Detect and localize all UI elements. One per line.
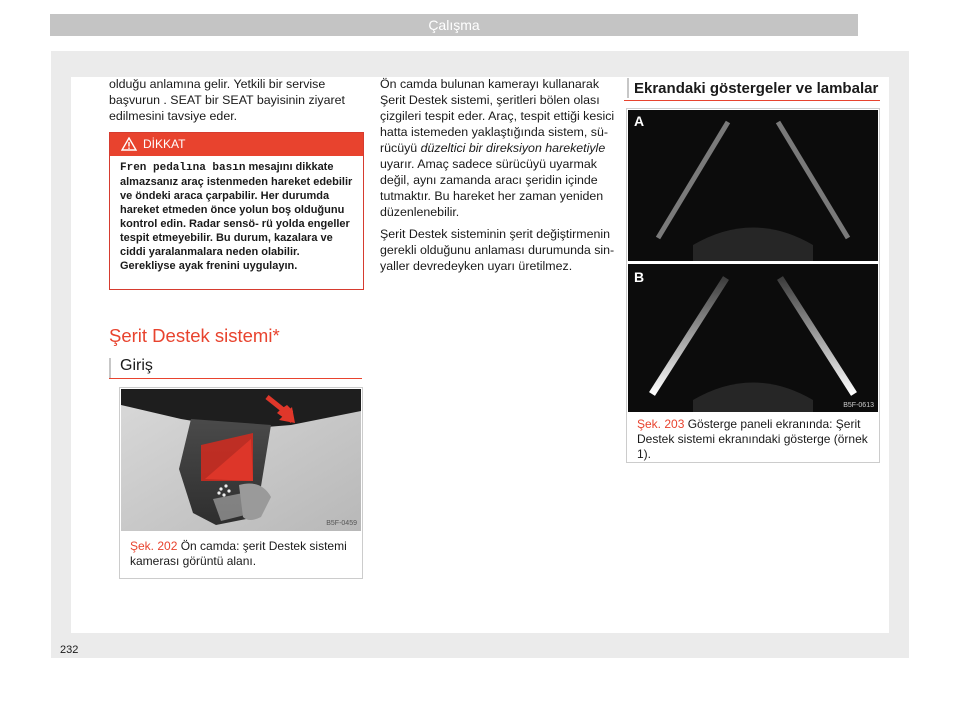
warning-triangle-icon: [121, 137, 137, 151]
figure-202-ref: Şek. 202: [130, 539, 178, 553]
section-title: Şerit Destek sistemi*: [109, 325, 280, 346]
column-2: [380, 76, 616, 274]
page-header-title: Çalışma: [428, 17, 480, 33]
column2-paragraph-2: Şerit Destek sisteminin şerit değiştirmenin gerekli olduğunu anlaması durumunda sin- yaller devredeyken uyarı üretilmez.: [380, 227, 615, 273]
figure-203-text: Gösterge paneli ekranında: Şerit Destek sistemi ekranındaki gösterge (örnek 1).: [637, 417, 868, 461]
heading-rule: [624, 100, 880, 101]
heading-bar: [627, 78, 629, 98]
panel-b-label: B: [634, 269, 645, 285]
intro-paragraph: olduğu anlamına gelir. Yetkili bir servise başvurun . SEAT bir SEAT bayisinin ziyaret edilmesini tavsiye eder.: [109, 77, 345, 123]
warning-header: [110, 133, 363, 156]
figure-code: B5F-0459: [326, 520, 357, 527]
camera-view-image: [121, 389, 361, 531]
column2-p1-start: Ön camda bulunan kamerayı kullanarak Şerit Destek sistemi, şeritleri bölen olası çizgileri tespit eder. Araç, tespit ettiği kesici hatta istemeden yaklaştığında sistem, sü- rücüyü: [380, 77, 615, 155]
page-number: 232: [60, 644, 79, 656]
warning-mono-text: Fren pedalına basın: [120, 162, 246, 174]
subtitle-bar: [109, 358, 111, 378]
warning-text: [120, 160, 356, 273]
figure-202-text: Ön camda: şerit Destek sistemi kamerası görüntü alanı.: [130, 539, 347, 568]
column2-p1-italic: düzeltici bir direksiyon hareketiyle: [420, 141, 606, 155]
figure-203-caption: [637, 417, 869, 462]
page: [60, 77, 889, 656]
lane-display-image: [628, 110, 878, 412]
section-subtitle: Giriş: [120, 357, 153, 374]
figure-203-ref: Şek. 203: [637, 417, 685, 431]
subtitle-rule: [109, 378, 362, 379]
warning-label: DİKKAT: [143, 137, 186, 151]
figure-202: [119, 387, 363, 579]
header-bar: [50, 14, 858, 36]
figure-203: [626, 108, 880, 463]
figure-203-code: B5F-0613: [843, 402, 874, 409]
warning-box: [109, 132, 364, 290]
warning-body-text: mesajını dikkate almazsanız araç istenmeden hareket edebilir ve öndeki araca çarpabilir. Her durumda hareket etmeden önce yolun boş olduğunu kontrol edin. Radar sensö- rü yolda engeller tespit etmeyebilir. Bu durum, kazalara ve ciddi yaralanmalara neden olabilir. Gerekliyse ayak frenini uygulayın.: [120, 161, 353, 272]
figure-202-caption: [130, 539, 355, 569]
section-heading: Ekrandaki göstergeler ve lambalar: [634, 80, 879, 97]
column2-p1-end: uyarır. Amaç sadece sürücüyü uyarmak değil, aynı zamanda aracı şeridin içinde tutmaktır. Bu hareket her zaman yeniden düzenlenebilir.: [380, 157, 604, 219]
panel-a-label: A: [634, 113, 645, 129]
column2-paragraph-1: [380, 76, 616, 220]
page-frame: [51, 51, 909, 658]
